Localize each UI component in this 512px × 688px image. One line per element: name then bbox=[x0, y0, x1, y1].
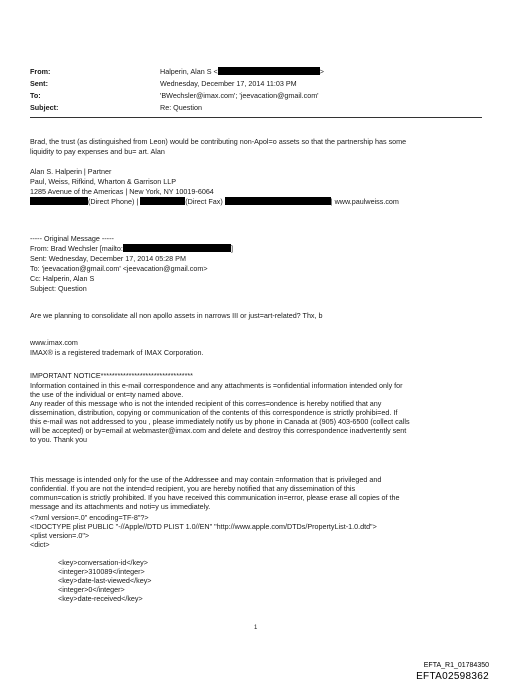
redaction-bar bbox=[140, 197, 185, 205]
to-label: To: bbox=[30, 91, 41, 100]
original-question: Are we planning to consolidate all non apollo assets in narrows III or just=art-related? Thx, b bbox=[30, 311, 323, 320]
disclaimer-line: This message is intended only for the use of the Addressee and may contain =nformation that is privileged and bbox=[30, 475, 382, 484]
header-divider bbox=[30, 117, 482, 118]
website-link[interactable]: | www.paulweiss.com bbox=[330, 197, 399, 206]
body-line-2: liquidity to pay expenses and bu= art. Alan bbox=[30, 147, 165, 156]
subject-label: Subject: bbox=[30, 103, 59, 112]
disclaimer-paragraph bbox=[30, 475, 482, 511]
notice-paragraph bbox=[30, 381, 482, 444]
disclaimer-line: commun=cation is strictly prohibited. If you have received this communication in=error, please erase all copies of the bbox=[30, 493, 400, 502]
disclaimer-line: message and its attachments and noti=y us immediately. bbox=[30, 502, 211, 511]
redaction-bar bbox=[218, 67, 320, 75]
sent-label: Sent: bbox=[30, 79, 48, 88]
xml-line: <plist version=.0"> bbox=[30, 531, 90, 540]
original-from bbox=[30, 244, 233, 253]
footer-id-large: EFTA02598362 bbox=[416, 671, 489, 682]
notice-line: Any reader of this message who is not the intended recipient of this corres=ondence is hereby notified that any bbox=[30, 399, 382, 408]
from-value bbox=[160, 67, 324, 76]
xml-line: <integer>310089</integer> bbox=[58, 567, 145, 576]
xml-line: <integer>0</integer> bbox=[58, 585, 125, 594]
notice-heading: IMPORTANT NOTICE********************************* bbox=[30, 371, 193, 380]
body-line-1: Brad, the trust (as distinguished from Leon) would be contributing non-Apol=o assets so that the partnership has some bbox=[30, 137, 407, 146]
original-from-text: From: Brad Wechsler [mailto: bbox=[30, 244, 123, 253]
original-subject: Subject: Question bbox=[30, 284, 87, 293]
redaction-bar bbox=[30, 197, 88, 205]
notice-line: this e-mail was not addressed to you , please immediately notify us by phone in Canada at (905) 403-6500 (collect calls bbox=[30, 417, 410, 426]
subject-value: Re: Question bbox=[160, 103, 202, 112]
xml-line: <?xml version=.0" encoding=TF-8"?> bbox=[30, 513, 149, 522]
xml-line: <dict> bbox=[30, 540, 50, 549]
notice-line: Information contained in this e-mail correspondence and any attachments is =onfidential information intended only for bbox=[30, 381, 403, 390]
notice-line: dissemination, distribution, copying or communication of the contents of this correspondence is strictly prohibi=ed. If bbox=[30, 408, 398, 417]
signature-name: Alan S. Halperin | Partner bbox=[30, 167, 112, 176]
sent-value: Wednesday, December 17, 2014 11:03 PM bbox=[160, 79, 297, 88]
imax-site[interactable]: www.imax.com bbox=[30, 338, 78, 347]
notice-line: will be accepted) or by=email at webmaster@imax.com and delete and destroy this correspondence inadvertently sent bbox=[30, 426, 407, 435]
original-from-tail: ] bbox=[230, 244, 233, 253]
original-cc: Cc: Halperin, Alan S bbox=[30, 274, 95, 283]
original-heading: ----- Original Message ----- bbox=[30, 234, 114, 243]
signature-address: 1285 Avenue of the Americas | New York, NY 10019-6064 bbox=[30, 187, 214, 196]
imax-trademark: IMAX® is a registered trademark of IMAX Corporation. bbox=[30, 348, 204, 357]
xml-line: <key>date-received</key> bbox=[58, 594, 143, 603]
notice-line: the use of the individual or ent=ty named above. bbox=[30, 390, 184, 399]
signature-firm: Paul, Weiss, Rifkind, Wharton & Garrison LLP bbox=[30, 177, 177, 186]
xml-line: <!DOCTYPE plist PUBLIC "-//Apple//DTD PLIST 1.0//EN" "http://www.apple.com/DTDs/PropertyList-1.0.dtd"> bbox=[30, 522, 377, 531]
original-to: To: 'jeevacation@gmail.com' <jeevacation@gmail.com> bbox=[30, 264, 208, 273]
redaction-bar bbox=[123, 244, 231, 252]
xml-block bbox=[30, 513, 482, 549]
xml-line: <key>conversation-id</key> bbox=[58, 558, 148, 567]
notice-line: to you. Thank you bbox=[30, 435, 88, 444]
direct-fax-label: (Direct Fax) bbox=[185, 197, 223, 206]
from-label: From: bbox=[30, 67, 51, 76]
disclaimer-line: confidential. If you are not the intend=d recipient, you are hereby notified that any dissemination of this bbox=[30, 484, 356, 493]
xml-line: <key>date-last-viewed</key> bbox=[58, 576, 152, 585]
from-name: Halperin, Alan S < bbox=[160, 67, 218, 76]
page-number: 1 bbox=[254, 625, 258, 631]
from-tail: > bbox=[319, 67, 324, 76]
signature-contact bbox=[30, 197, 399, 206]
xml-dict-block bbox=[58, 558, 358, 603]
direct-phone-label: (Direct Phone) | bbox=[88, 197, 139, 206]
redaction-bar bbox=[225, 197, 331, 205]
to-value: 'BWechsler@imax.com'; 'jeevacation@gmail.com' bbox=[160, 91, 319, 100]
footer-id-small: EFTA_R1_01784350 bbox=[423, 662, 489, 669]
original-sent: Sent: Wednesday, December 17, 2014 05:28 PM bbox=[30, 254, 186, 263]
